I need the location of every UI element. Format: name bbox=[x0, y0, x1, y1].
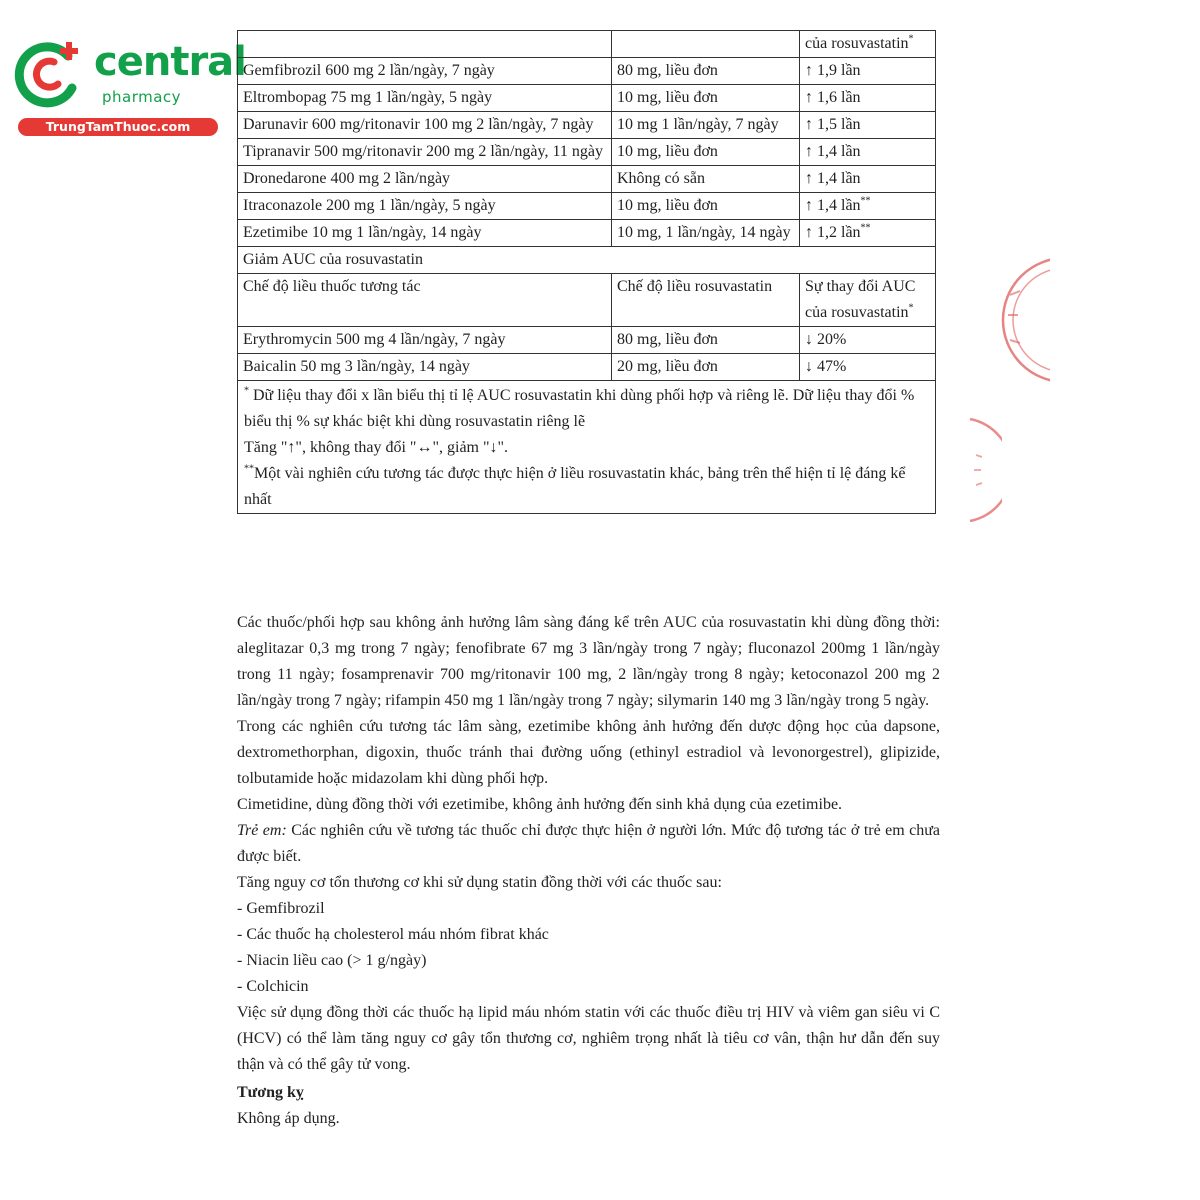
cell-change: ↑ 1,5 lần bbox=[800, 112, 936, 139]
table-notes-row bbox=[238, 381, 936, 514]
table-notes bbox=[238, 381, 936, 514]
cell-change: ↑ 1,9 lần bbox=[800, 58, 936, 85]
cell-dose: 80 mg, liều đơn bbox=[612, 58, 800, 85]
note: **Một vài nghiên cứu tương tác được thực hiện ở liều rosuvastatin khác, bảng trên thể hiện tỉ lệ đáng kể nhất bbox=[244, 463, 906, 508]
section-heading: Tương kỵ bbox=[237, 1084, 304, 1101]
logo-subtitle: pharmacy bbox=[102, 88, 182, 106]
table-row bbox=[238, 327, 936, 354]
header-drug: Chế độ liều thuốc tương tác bbox=[238, 274, 612, 327]
cell-drug: Eltrombopag 75 mg 1 lần/ngày, 5 ngày bbox=[238, 85, 612, 112]
table-row bbox=[238, 58, 936, 85]
cell-change: ↑ 1,4 lần bbox=[800, 139, 936, 166]
table-row bbox=[238, 220, 936, 247]
cell-dose: 10 mg 1 lần/ngày, 7 ngày bbox=[612, 112, 800, 139]
list-item: - Niacin liều cao (> 1 g/ngày) bbox=[237, 952, 427, 969]
document-body bbox=[237, 610, 940, 1132]
table-header-continued: của rosuvastatin* bbox=[238, 31, 936, 58]
paragraph: Trong các nghiên cứu tương tác lâm sàng, ezetimibe không ảnh hưởng đến dược động học của dapsone, dextromethorphan, digoxin, thuốc tránh thai đường uống (ethinyl estradiol và levonorgestrel), glipizide, tolbutamide hoặc midazolam khi dùng phối hợp. bbox=[237, 718, 940, 787]
header-dose: Chế độ liều rosuvastatin bbox=[612, 274, 800, 327]
cell-drug: Baicalin 50 mg 3 lần/ngày, 14 ngày bbox=[238, 354, 612, 381]
red-stamp-icon bbox=[962, 415, 1002, 525]
cell-change: ↓ 47% bbox=[800, 354, 936, 381]
note: Tăng "↑", không thay đổi "↔", giảm "↓". bbox=[244, 439, 509, 456]
cell-dose: 10 mg, liều đơn bbox=[612, 85, 800, 112]
cell-change: ↓ 20% bbox=[800, 327, 936, 354]
red-stamp-icon bbox=[990, 255, 1050, 385]
table-row bbox=[238, 166, 936, 193]
table-row bbox=[238, 193, 936, 220]
logo-website: TrungTamThuoc.com bbox=[18, 118, 218, 136]
interaction-list bbox=[237, 896, 940, 1000]
cell-drug: Darunavir 600 mg/ritonavir 100 mg 2 lần/ngày, 7 ngày bbox=[238, 112, 612, 139]
cell-change: ↑ 1,2 lần** bbox=[800, 220, 936, 247]
list-item: - Các thuốc hạ cholesterol máu nhóm fibrat khác bbox=[237, 926, 549, 943]
list-item: - Gemfibrozil bbox=[237, 900, 325, 917]
cell-drug: Erythromycin 500 mg 4 lần/ngày, 7 ngày bbox=[238, 327, 612, 354]
cell-drug: Tipranavir 500 mg/ritonavir 200 mg 2 lần/ngày, 11 ngày bbox=[238, 139, 612, 166]
cell-drug: Gemfibrozil 600 mg 2 lần/ngày, 7 ngày bbox=[238, 58, 612, 85]
table-row bbox=[238, 85, 936, 112]
cell-change: ↑ 1,4 lần bbox=[800, 166, 936, 193]
cell-change: ↑ 1,6 lần bbox=[800, 85, 936, 112]
cell-drug: Ezetimibe 10 mg 1 lần/ngày, 14 ngày bbox=[238, 220, 612, 247]
table-row bbox=[238, 112, 936, 139]
header-change: Sự thay đổi AUC của rosuvastatin* bbox=[800, 274, 936, 327]
table-header-row bbox=[238, 274, 936, 327]
central-pharmacy-logo-icon bbox=[10, 36, 86, 112]
cell-dose: Không có sẵn bbox=[612, 166, 800, 193]
note: * Dữ liệu thay đổi x lần biểu thị tỉ lệ AUC rosuvastatin khi dùng phối hợp và riêng lẽ. Dữ liệu thay đổi % biểu thị % sự khác biệt khi dùng rosuvastatin riêng lẽ bbox=[244, 385, 915, 430]
cell-drug: Itraconazole 200 mg 1 lần/ngày, 5 ngày bbox=[238, 193, 612, 220]
section-title: Giảm AUC của rosuvastatin bbox=[238, 247, 936, 274]
paragraph: Trẻ em: Các nghiên cứu về tương tác thuốc chỉ được thực hiện ở người lớn. Mức độ tương tác ở trẻ em chưa được biết. bbox=[237, 822, 941, 865]
cell-drug: Dronedarone 400 mg 2 lần/ngày bbox=[238, 166, 612, 193]
brand-logo bbox=[8, 36, 246, 136]
paragraph: Tăng nguy cơ tổn thương cơ khi sử dụng statin đồng thời với các thuốc sau: bbox=[237, 874, 722, 891]
table-row bbox=[238, 139, 936, 166]
cell-dose: 10 mg, liều đơn bbox=[612, 139, 800, 166]
paragraph: Cimetidine, dùng đồng thời với ezetimibe, không ảnh hưởng đến sinh khả dụng của ezetimibe. bbox=[237, 796, 843, 813]
paragraph: Không áp dụng. bbox=[237, 1110, 340, 1127]
paragraph: Việc sử dụng đồng thời các thuốc hạ lipid máu nhóm statin với các thuốc điều trị HIV và viêm gan siêu vi C (HCV) có thể làm tăng nguy cơ gây tổn thương cơ, nghiêm trọng nhất là tiêu cơ vân, thận hư dẫn đến suy thận và có thể gây tử vong. bbox=[237, 1004, 940, 1073]
cell-dose: 20 mg, liều đơn bbox=[612, 354, 800, 381]
table-section-row bbox=[238, 247, 936, 274]
list-item: - Colchicin bbox=[237, 978, 309, 995]
interaction-table bbox=[237, 30, 936, 514]
logo-name: central bbox=[94, 39, 246, 85]
cell-dose: 80 mg, liều đơn bbox=[612, 327, 800, 354]
cell-dose: 10 mg, 1 lần/ngày, 14 ngày bbox=[612, 220, 800, 247]
table-row bbox=[238, 354, 936, 381]
cell-change: ↑ 1,4 lần** bbox=[800, 193, 936, 220]
cell-dose: 10 mg, liều đơn bbox=[612, 193, 800, 220]
paragraph: Các thuốc/phối hợp sau không ảnh hưởng lâm sàng đáng kể trên AUC của rosuvastatin khi dùng đồng thời: aleglitazar 0,3 mg trong 7 ngày; fenofibrate 67 mg 3 lần/ngày trong 7 ngày; fluconazol 200mg 1 lần/ngày trong 11 ngày; fosamprenavir 700 mg/ritonavir 100 mg, 2 lần/ngày trong 8 ngày; ketoconazol 200 mg 2 lần/ngày trong 7 ngày; rifampin 450 mg 1 lần/ngày trong 7 ngày; silymarin 140 mg 3 lần/ngày trong 5 ngày. bbox=[237, 614, 940, 709]
